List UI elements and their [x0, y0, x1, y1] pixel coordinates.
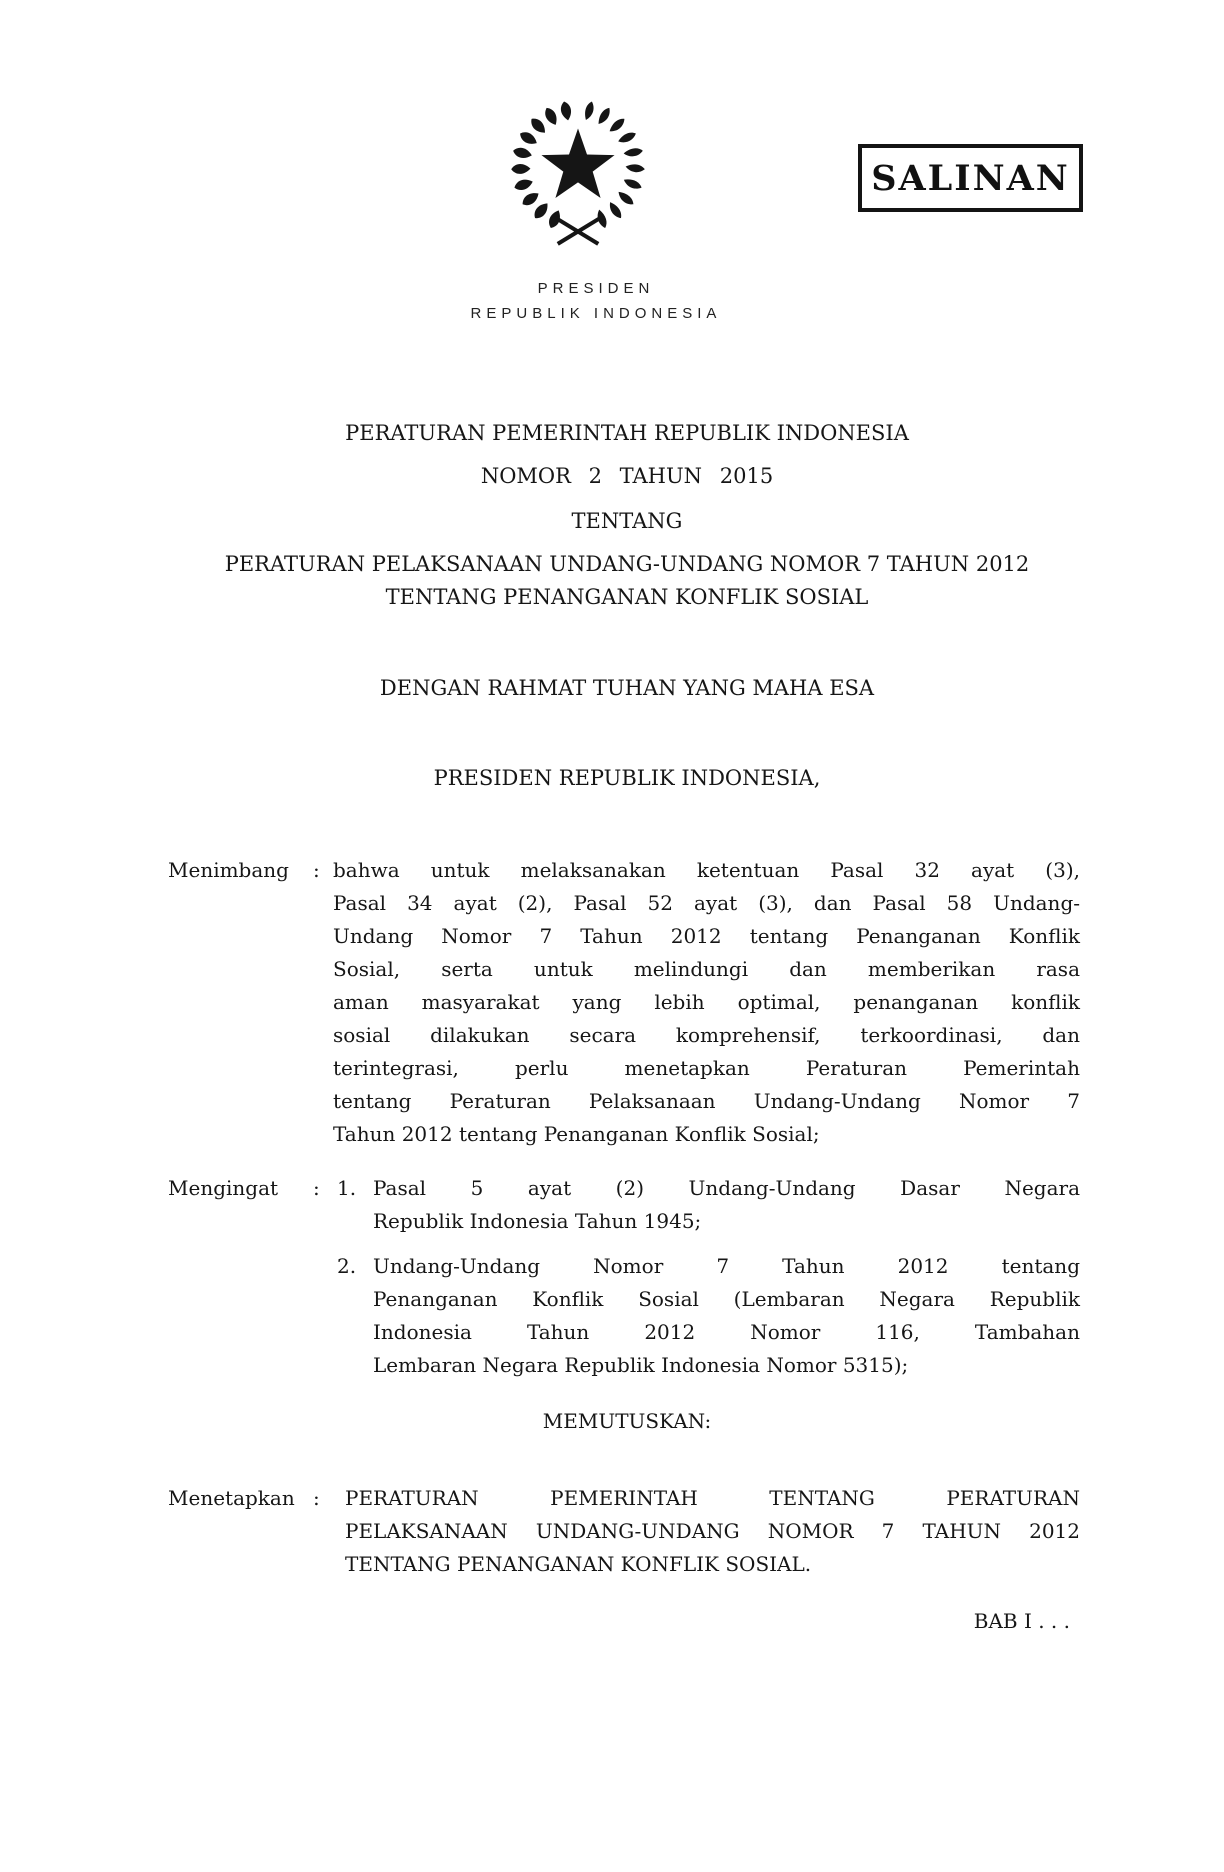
- page-continuation-marker: BAB I . . .: [973, 1609, 1070, 1633]
- salinan-stamp-label: SALINAN: [871, 157, 1070, 199]
- menetapkan-label: Menetapkan: [168, 1486, 295, 1510]
- mengingat-colon: :: [313, 1176, 320, 1200]
- regulation-subject-line1: PERATURAN PELAKSANAAN UNDANG-UNDANG NOMOR 7 TAHUN 2012: [224, 552, 1030, 576]
- mengingat-item-2: [333, 1250, 1080, 1382]
- letterhead-institution: [396, 276, 796, 326]
- menimbang-label: Menimbang: [168, 858, 289, 882]
- menetapkan-colon: :: [313, 1486, 320, 1510]
- regulation-number: NOMOR 2 TAHUN 2015: [480, 464, 774, 488]
- menimbang-colon: :: [313, 858, 320, 882]
- regulation-subject-line2: TENTANG PENANGANAN KONFLIK SOSIAL: [385, 585, 869, 609]
- salinan-stamp: [858, 144, 1083, 212]
- mengingat-item-2-text: Undang-Undang Nomor 7 Tahun 2012 tentang Penanganan Konflik Sosial (Lembaran Negara Republik Indonesia Tahun 2012 Nomor 116, Tambahan Lembaran Negara Republik Indonesia Nomor 5315);: [373, 1254, 1080, 1377]
- letterhead-line-presiden: PRESIDEN: [537, 280, 655, 297]
- tentang-label: TENTANG: [571, 509, 683, 533]
- presidential-emblem-icon: [497, 92, 659, 254]
- star-icon: [541, 128, 614, 198]
- mengingat-label: Mengingat: [168, 1176, 279, 1200]
- mengingat-list: [333, 1172, 1080, 1382]
- mengingat-item-1: [333, 1172, 1080, 1238]
- authority-line: PRESIDEN REPUBLIK INDONESIA,: [433, 766, 821, 790]
- regulation-title: PERATURAN PEMERINTAH REPUBLIK INDONESIA: [345, 421, 909, 445]
- mengingat-item-1-number: 1.: [337, 1176, 357, 1200]
- letterhead-line-republik-indonesia: REPUBLIK INDONESIA: [470, 305, 722, 322]
- menimbang-paragraph: bahwa untuk melaksanakan ketentuan Pasal 32 ayat (3), Pasal 34 ayat (2), Pasal 52 ayat (3), dan Pasal 58 Undang- Undang Nomor 7 Tahun 2012 tentang Penanganan Konflik Sosial, serta untuk melindungi dan memberikan rasa aman masyarakat yang lebih optimal, penanganan konflik sosial dilakukan secara komprehensif, terkoordinasi, dan terintegrasi, perlu menetapkan Peraturan Pemerintah tentang Peraturan Pelaksanaan Undang-Undang Nomor 7 Tahun 2012 tentang Penanganan Konflik Sosial;: [333, 858, 1080, 1146]
- menetapkan-decision-text: PERATURAN PEMERINTAH TENTANG PERATURAN PELAKSANAAN UNDANG-UNDANG NOMOR 7 TAHUN 2012 TENTANG PENANGANAN KONFLIK SOSIAL.: [345, 1486, 1080, 1576]
- mengingat-item-1-text: Pasal 5 ayat (2) Undang-Undang Dasar Negara Republik Indonesia Tahun 1945;: [373, 1176, 1080, 1233]
- memutuskan-heading: MEMUTUSKAN:: [542, 1409, 712, 1433]
- mengingat-item-2-number: 2.: [337, 1254, 357, 1278]
- invocation-line: DENGAN RAHMAT TUHAN YANG MAHA ESA: [379, 676, 875, 700]
